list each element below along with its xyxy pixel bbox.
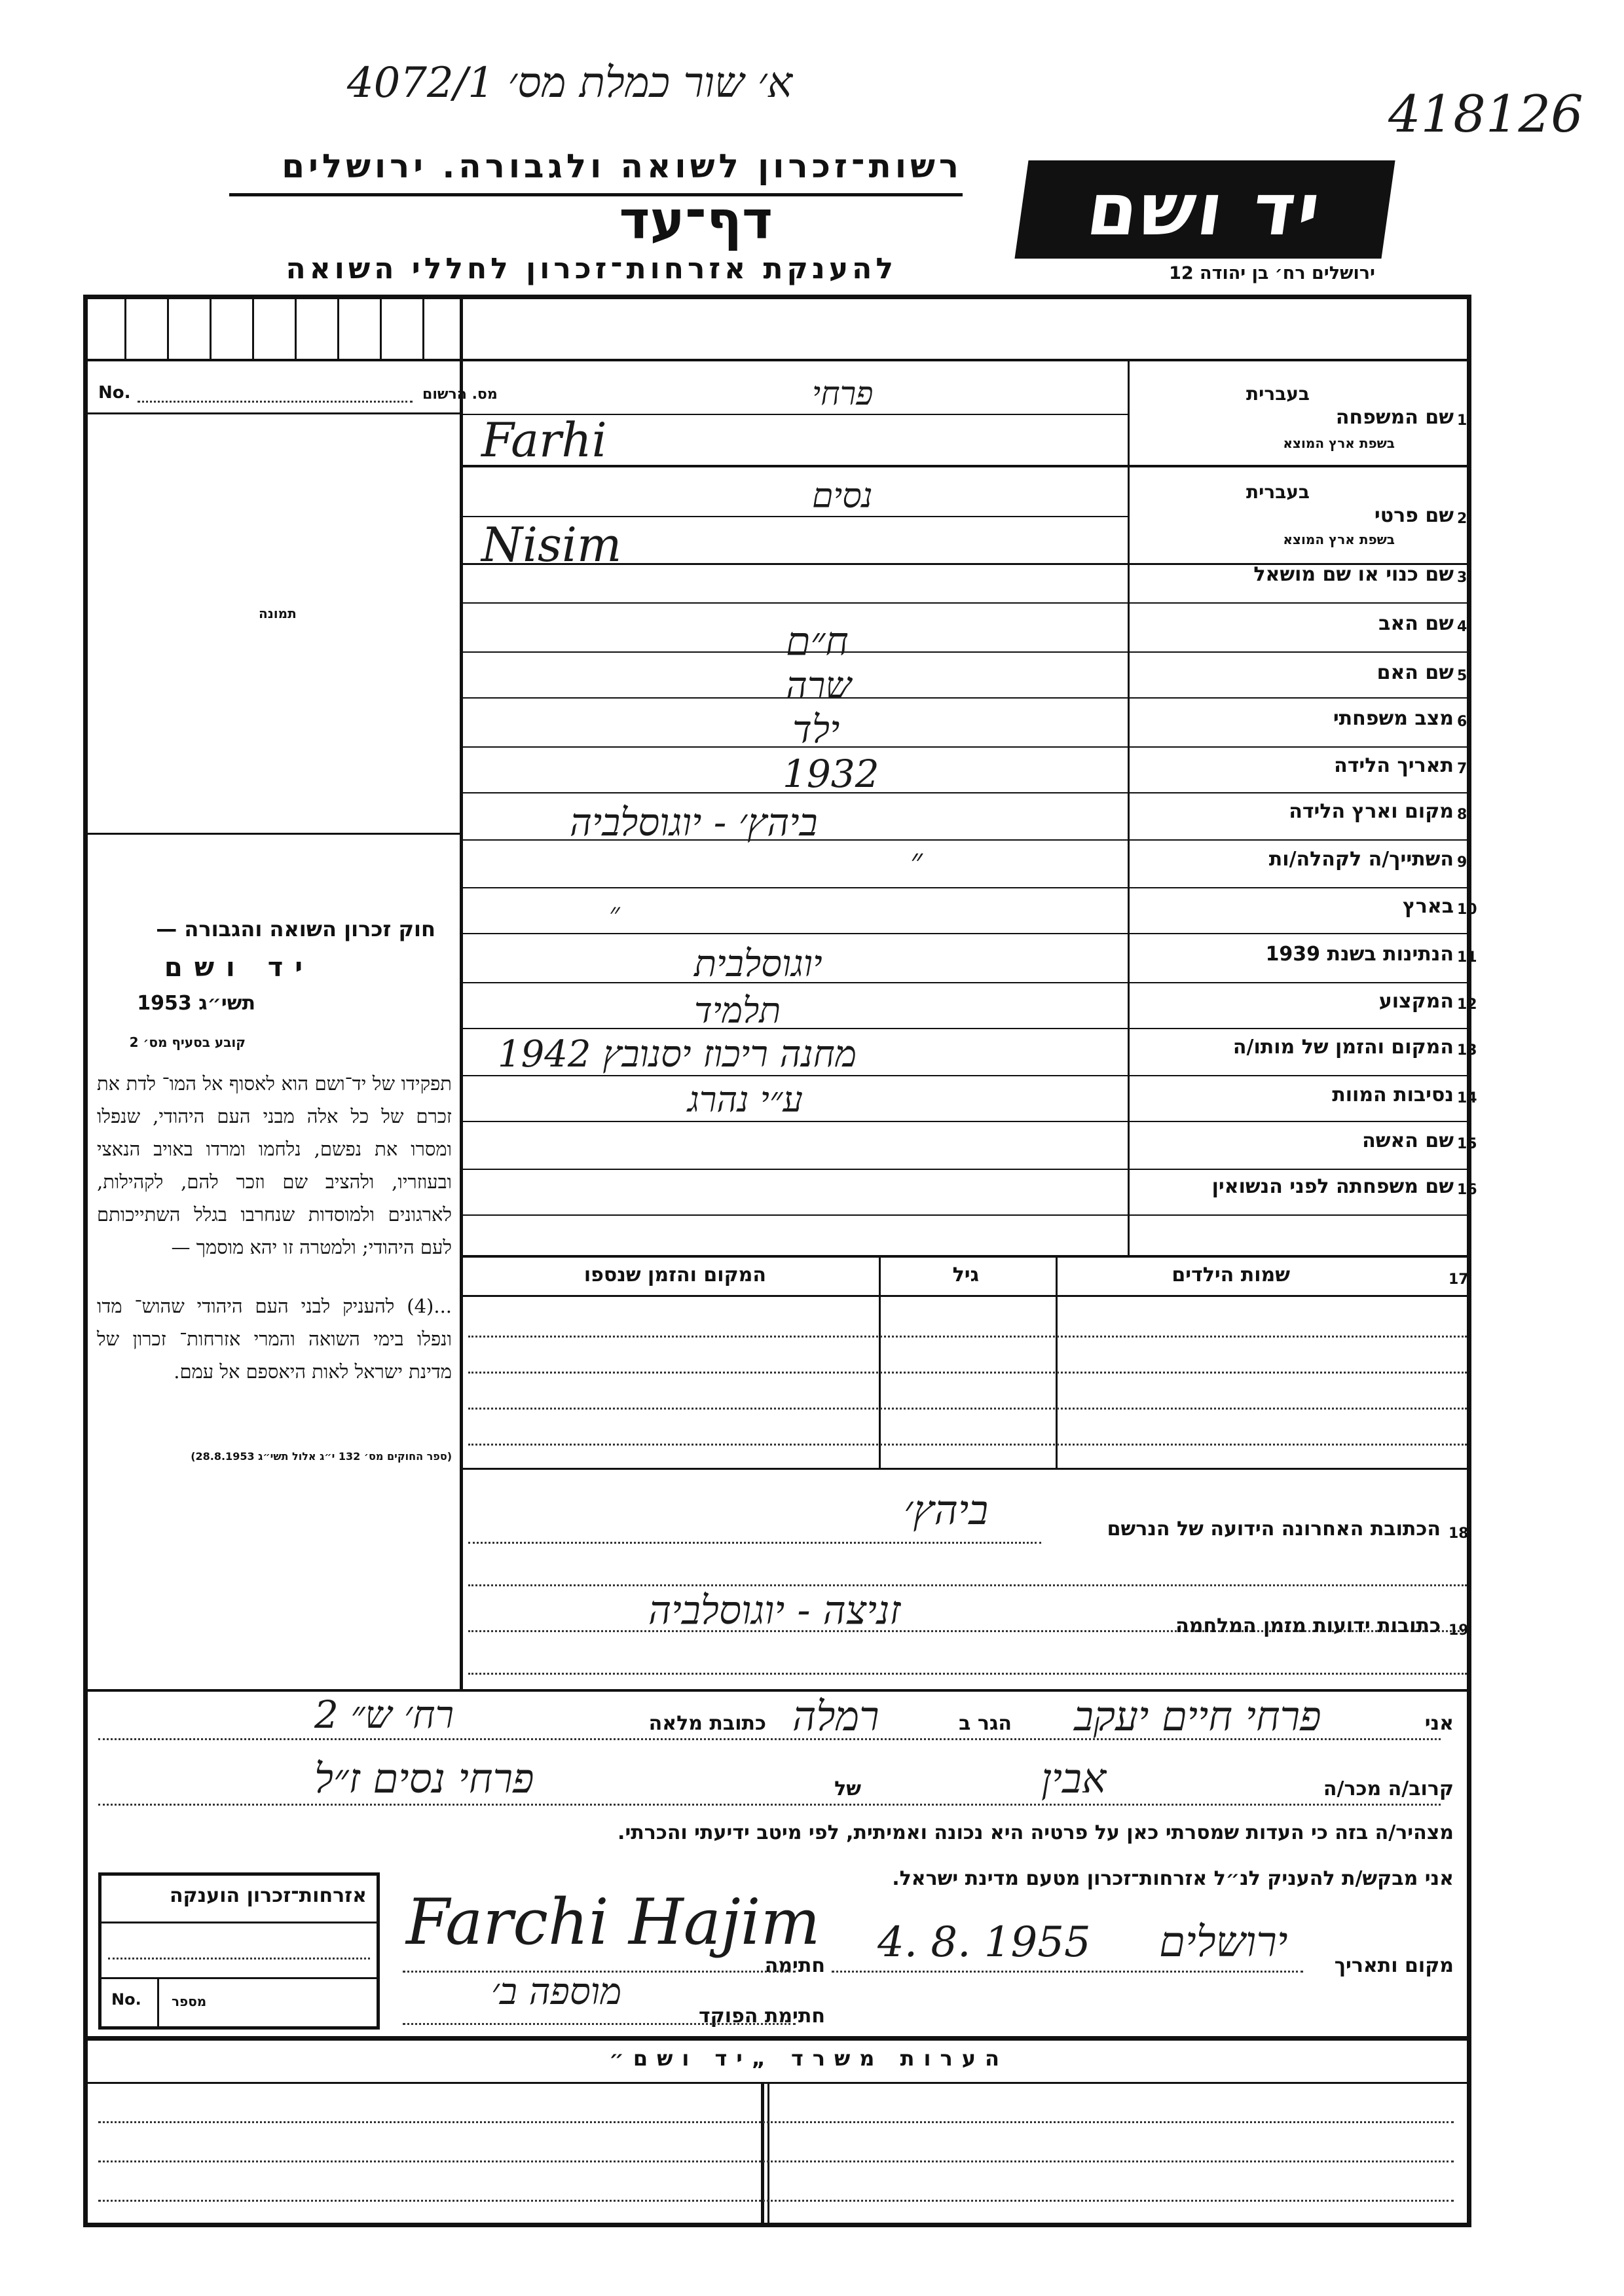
first-name-hebrew[interactable]: נסים <box>812 477 873 516</box>
father-name-label: שם האב <box>1378 612 1454 635</box>
alias-label: שם כנוי או שם מושאל <box>1253 563 1454 586</box>
wife-name-label: שם האשה <box>1362 1129 1454 1152</box>
declarant-signature[interactable]: Farchi Hajim <box>406 1886 821 1959</box>
photo-divider <box>83 833 463 835</box>
first-name-sub-origin: בשפת ארץ המוצא <box>1283 532 1395 547</box>
marital-status-value[interactable]: ילד <box>792 707 840 752</box>
family-name-hebrew[interactable]: פרחי <box>812 374 874 412</box>
resident-label: הגר ב <box>959 1712 1012 1735</box>
date-value[interactable]: 4. 8. 1955 <box>877 1918 1091 1967</box>
birth-date-value[interactable]: 1932 <box>783 752 879 796</box>
declaration-top-line <box>83 1689 1471 1692</box>
registration-number-field[interactable] <box>138 401 413 403</box>
registration-number-prefix: No. <box>98 383 131 403</box>
last-address-number: 18 <box>1449 1525 1469 1542</box>
law-text-1: תפקידו של יד־ושם הוא לאסוף אל המו־ לדת את זכרם של כל אלה מבני העם היהודי, שנפלו ומסרו את נפשם, נלחמו ומרדו באויב הנאצי ובעוזריו, ולהציב שם וזכר להם, לקהילות, לארגונים ולמוסדות שנחרבו בגלל השתייכותם לעם היהודי; ולמטרה זו יהא מוסמך — <box>97 1072 452 1258</box>
death-place-label: המקום והזמן של מותו/ה <box>1232 1036 1454 1059</box>
full-address-value[interactable]: רח׳ ש״ 2 <box>314 1692 454 1737</box>
children-number: 17 <box>1449 1271 1469 1288</box>
profession-number: 12 <box>1457 996 1477 1013</box>
family-name-latin[interactable]: Farhi <box>481 412 607 467</box>
resident-value[interactable]: רמלה <box>792 1692 879 1740</box>
declaration-statement-1: מצהיר/ה בזה כי העדות שמסרתי כאן על פרטיה היא נכונה ואמיתית, לפי מיטב ידיעתי והכרתי. <box>618 1821 1454 1844</box>
nationality-label: הנתינות בשנת 1939 <box>1265 943 1454 966</box>
form-title: דף־עד <box>619 190 773 251</box>
maiden-name-label: שם משפחתה לפני הנשואין <box>1211 1175 1454 1198</box>
birth-place-label: מקום וארץ הלידה <box>1289 800 1454 823</box>
law-section: קובע בסעיף מס׳ 2 <box>129 1034 246 1050</box>
alias-number: 3 <box>1457 570 1467 586</box>
profession-value[interactable]: תלמיד <box>694 990 781 1031</box>
place-date-label: מקום ותאריך <box>1334 1954 1454 1977</box>
family-name-sub-hebrew: בעברית <box>1246 383 1310 405</box>
death-place-number: 13 <box>1457 1042 1477 1059</box>
wartime-address-value[interactable]: זניצה - יוגוסלביה <box>648 1588 901 1633</box>
father-name-number: 4 <box>1457 619 1467 635</box>
children-age-header: גיל <box>952 1264 979 1286</box>
wife-name-number: 15 <box>1457 1136 1477 1152</box>
death-circumstances-number: 14 <box>1457 1090 1477 1106</box>
citizenship-number-label: מספר <box>172 1994 207 2009</box>
family-name-sub-origin: בשפת ארץ המוצא <box>1283 435 1395 451</box>
profession-label: המקצוע <box>1378 990 1454 1013</box>
relative-label: קרוב/ה מכר/ה <box>1323 1777 1454 1800</box>
birth-date-label: תאריך הלידה <box>1334 754 1454 777</box>
law-title: חוק זכרון השואה והגבורה — <box>156 917 435 941</box>
declarant-label: אני <box>1424 1712 1454 1735</box>
citizenship-box-title: אזרחות־זכרון הוענקה <box>169 1884 367 1907</box>
left-column-divider <box>460 295 463 1689</box>
marital-status-label: מצב משפחתי <box>1333 707 1454 730</box>
law-name: יד ושם <box>164 953 314 983</box>
death-place-value[interactable]: מחנה ריכוז יסנובץ 1942 <box>498 1033 857 1076</box>
first-name-label: שם פרטי <box>1374 504 1454 527</box>
registration-divider <box>83 412 463 414</box>
community-value[interactable]: ״ <box>910 841 923 879</box>
declarant-value[interactable]: פרחי חיים יעקב <box>1074 1692 1321 1740</box>
relative-value[interactable]: אבין <box>1041 1755 1107 1802</box>
logo-text: יד ושם <box>1082 168 1328 251</box>
first-name-number: 2 <box>1457 511 1467 527</box>
deceased-value[interactable]: פרחי נסים ז״ל <box>314 1755 534 1802</box>
law-citation: (ספר החוקים מס׳ 132 י״ג אלול תשי״ג 28.8.1953) <box>191 1450 452 1463</box>
wartime-address-label: כתובות ידועות מזמן המלחמה <box>1175 1614 1441 1637</box>
photo-label: תמונה <box>259 606 297 621</box>
children-place-header: המקום והזמן שנספו <box>583 1264 766 1286</box>
form-subtitle: להענקת אזרחות־זכרון לחללי השואה <box>286 252 897 285</box>
marital-status-number: 6 <box>1457 714 1467 730</box>
birth-place-value[interactable]: ביהץ׳ - יוגוסלביה <box>570 800 818 845</box>
last-address-label: הכתובת האחרונה הידועה של הנרשם <box>1107 1518 1441 1540</box>
officer-signature[interactable]: מוספה ב׳ <box>491 1971 622 2013</box>
country-value[interactable]: ״ <box>609 897 620 930</box>
last-address-value[interactable]: ביהץ׳ <box>904 1486 989 1534</box>
nationality-value[interactable]: יוגוסלבית <box>694 943 822 985</box>
remarks-title: הערות משרד „יד ושם״ <box>609 2046 1008 2071</box>
remarks-center-divider-2 <box>767 2082 769 2227</box>
community-label: השתייך/ה לקהלה/ות <box>1268 848 1454 871</box>
first-name-sub-hebrew: בעברית <box>1246 481 1310 503</box>
citizenship-number-prefix: No. <box>111 1990 141 2009</box>
birth-date-number: 7 <box>1457 761 1467 777</box>
handwritten-reference: 4072/1 א׳ שור כמלת מס׳ <box>346 59 792 107</box>
country-label: בארץ <box>1402 895 1454 918</box>
birth-place-number: 8 <box>1457 807 1467 823</box>
registration-number-label: מס. הרשום <box>422 386 498 403</box>
officer-signature-label: חתימת הפוקד <box>699 2005 825 2028</box>
first-name-latin[interactable]: Nisim <box>481 517 622 572</box>
address-line: ירושלים רח׳ בן יהודה 12 <box>1169 263 1375 283</box>
yad-vashem-logo <box>1014 160 1395 259</box>
mother-name-number: 5 <box>1457 668 1467 684</box>
country-number: 10 <box>1457 902 1477 918</box>
nationality-number: 11 <box>1457 949 1477 966</box>
maiden-name-number: 16 <box>1457 1182 1477 1198</box>
mother-name-value[interactable]: שרה <box>786 665 851 707</box>
children-header-line <box>463 1295 1471 1297</box>
remarks-top-line <box>83 2036 1471 2041</box>
law-year: תשי״ג 1953 <box>137 992 255 1015</box>
of-label: של <box>834 1777 861 1800</box>
remarks-center-divider <box>761 2082 764 2227</box>
mother-name-label: שם האם <box>1376 661 1454 684</box>
record-number: 418126 <box>1388 85 1583 144</box>
wartime-address-number: 19 <box>1449 1622 1469 1639</box>
family-name-number: 1 <box>1457 412 1467 429</box>
authority-underline <box>229 193 963 196</box>
signature-label: חתימה <box>764 1954 825 1977</box>
children-names-header: שמות הילדים <box>1172 1264 1290 1286</box>
death-circumstances-value[interactable]: ע״י נהרג <box>688 1079 803 1120</box>
declaration-statement-2: אני מבקש/ת להעניק לנ״ל אזרחות־זכרון מטעם מדינת ישראל. <box>892 1867 1454 1890</box>
place-value[interactable]: ירושלים <box>1159 1918 1288 1967</box>
authority-line: רשות־זכרון לשואה ולגבורה. ירושלים <box>282 147 963 185</box>
law-text-2: ...(4) להעניק לבני העם היהודי שהוש־ מדו ונפלו בימי השואה והמרי אזרחות־ זכרון של מדינת ישראל לאות היאספם אל עמם. <box>97 1295 452 1383</box>
community-number: 9 <box>1457 854 1467 871</box>
full-address-label: כתובת מלאה <box>648 1712 766 1735</box>
family-name-label: שם המשפחה <box>1335 406 1454 429</box>
father-name-value[interactable]: ח״ם <box>786 619 849 665</box>
top-strip-line <box>83 359 1471 361</box>
death-circumstances-label: נסיבות המוות <box>1332 1084 1454 1106</box>
